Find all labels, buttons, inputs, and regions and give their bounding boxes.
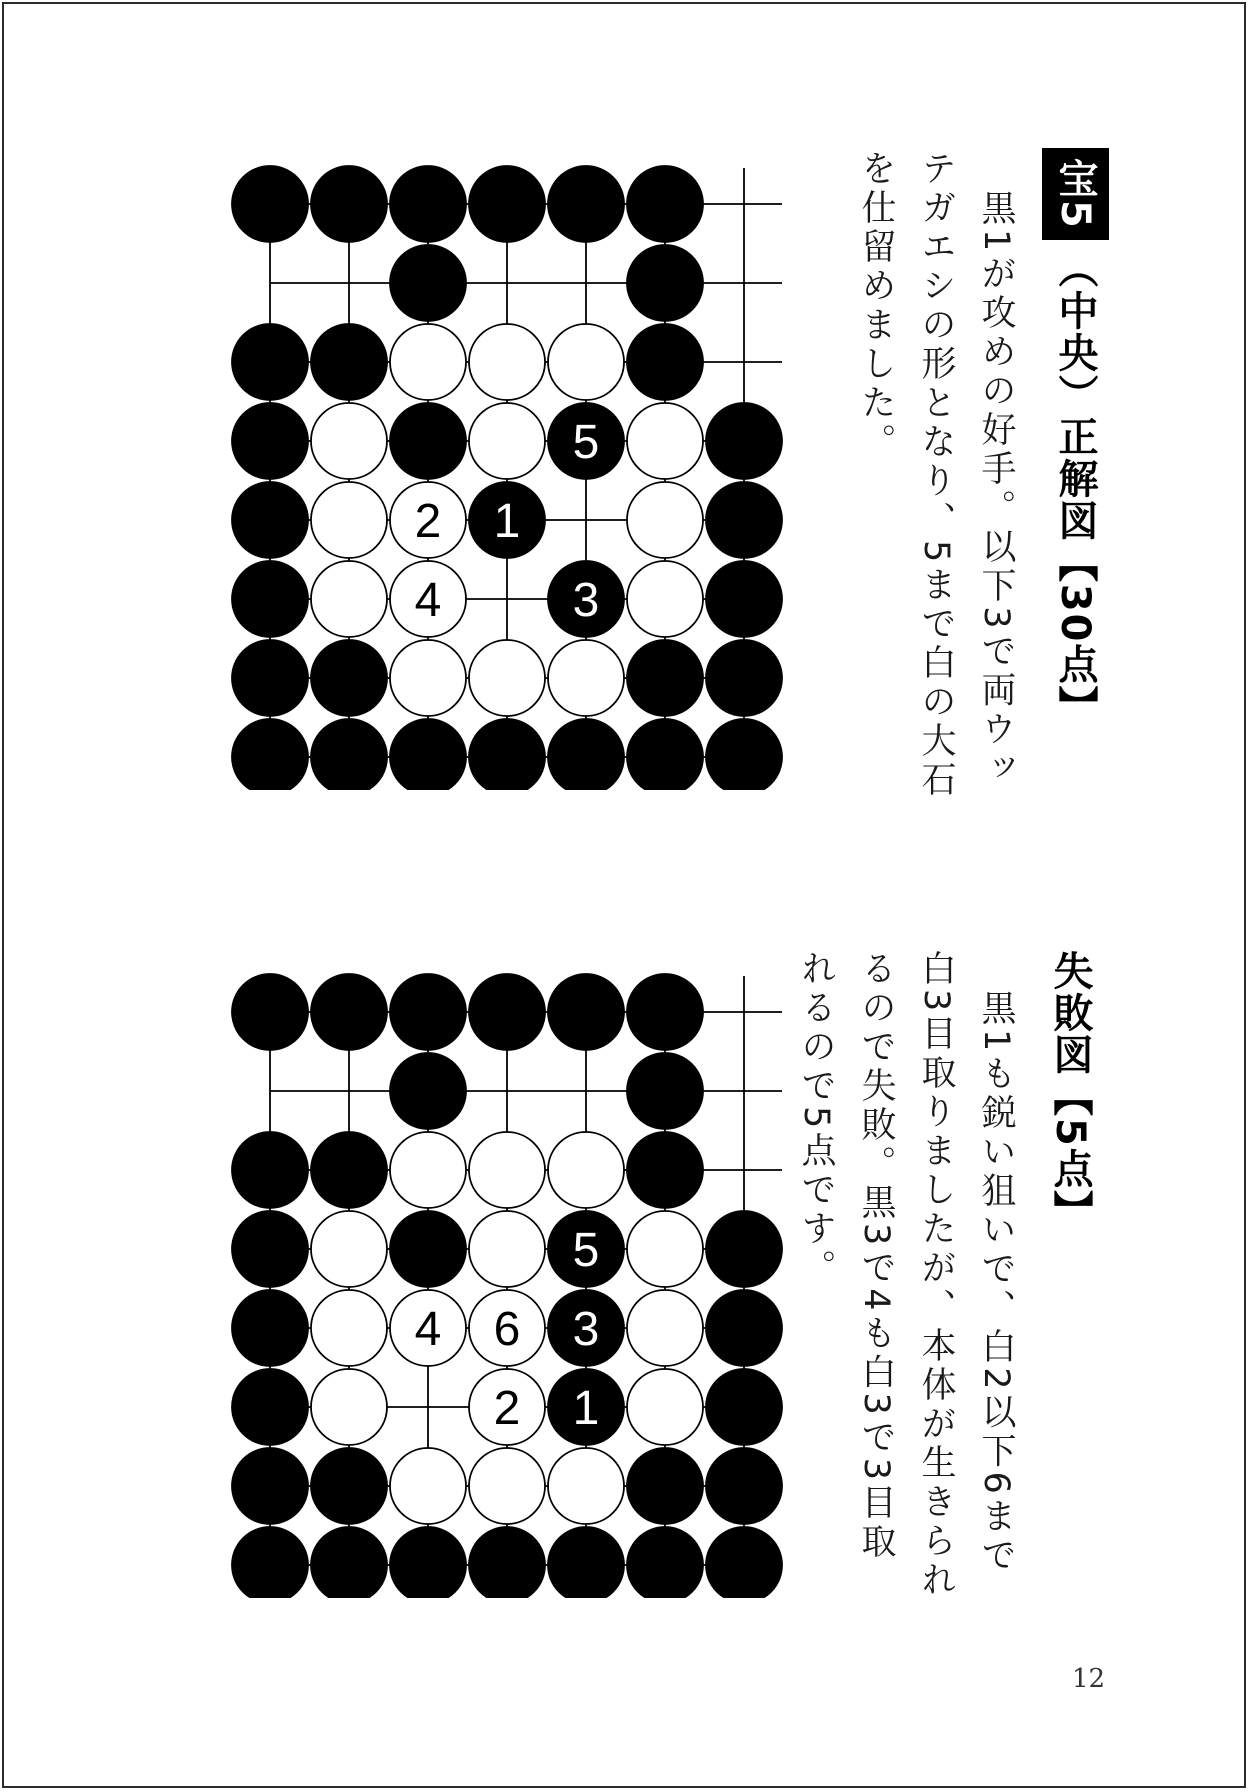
correct-black-stone bbox=[232, 719, 308, 790]
correct-black-stone bbox=[232, 640, 308, 716]
failure-black-stone bbox=[627, 1448, 703, 1524]
correct-white-stone bbox=[627, 403, 703, 479]
correct-black-stone bbox=[469, 719, 545, 790]
correct-black-stone bbox=[627, 324, 703, 400]
correct-line-2: テガエシの形となり、5まで白の大石 bbox=[916, 150, 956, 801]
failure-black-stone bbox=[706, 1290, 782, 1366]
correct-white-stone bbox=[311, 561, 387, 637]
failure-white-stone bbox=[469, 1211, 545, 1287]
correct-black-stone bbox=[469, 166, 545, 242]
failure-black-stone bbox=[232, 1211, 308, 1287]
correct-black-stone bbox=[232, 403, 308, 479]
failure-white-stone bbox=[548, 1132, 624, 1208]
correct-black-stone bbox=[548, 719, 624, 790]
correct-black-stone bbox=[311, 166, 387, 242]
failure-white-stone bbox=[627, 1369, 703, 1445]
failure-black-stone bbox=[311, 1527, 387, 1598]
failure-move-number: 1 bbox=[572, 1382, 600, 1435]
correct-black-stone bbox=[706, 640, 782, 716]
correct-heading: （中央）正解図【30点】 bbox=[1052, 247, 1098, 728]
go-board-failure bbox=[230, 958, 790, 1598]
correct-black-stone bbox=[706, 561, 782, 637]
failure-move-number: 2 bbox=[493, 1382, 521, 1435]
failure-black-stone bbox=[390, 974, 466, 1050]
failure-black-stone bbox=[232, 1527, 308, 1598]
failure-line-4: れるので5点です。 bbox=[796, 950, 836, 1289]
failure-black-stone bbox=[232, 1369, 308, 1445]
failure-move-number: 5 bbox=[572, 1224, 600, 1277]
correct-black-stone bbox=[311, 719, 387, 790]
failure-black-stone bbox=[706, 1211, 782, 1287]
failure-black-stone bbox=[311, 974, 387, 1050]
correct-white-stone bbox=[627, 561, 703, 637]
correct-white-stone bbox=[627, 482, 703, 558]
failure-black-stone bbox=[232, 1132, 308, 1208]
correct-black-stone bbox=[548, 166, 624, 242]
correct-line-1: 黒1が攻めの好手。以下3で両ウッ bbox=[976, 190, 1016, 789]
failure-white-stone bbox=[627, 1290, 703, 1366]
failure-black-stone bbox=[311, 1132, 387, 1208]
go-board-correct-svg bbox=[230, 150, 790, 790]
failure-black-stone bbox=[232, 1448, 308, 1524]
failure-black-stone bbox=[311, 1448, 387, 1524]
correct-black-stone bbox=[706, 482, 782, 558]
correct-white-stone bbox=[311, 482, 387, 558]
correct-black-stone bbox=[390, 719, 466, 790]
failure-black-stone bbox=[469, 974, 545, 1050]
failure-move-number: 3 bbox=[572, 1303, 600, 1356]
failure-black-stone bbox=[469, 1527, 545, 1598]
failure-black-stone bbox=[390, 1527, 466, 1598]
correct-move-number: 2 bbox=[414, 495, 442, 548]
failure-white-stone bbox=[390, 1448, 466, 1524]
correct-black-stone bbox=[232, 324, 308, 400]
failure-white-stone bbox=[469, 1448, 545, 1524]
correct-black-stone bbox=[627, 245, 703, 321]
correct-black-stone bbox=[390, 166, 466, 242]
failure-line-3: るので失敗。黒3で4も白3で3目取 bbox=[856, 950, 896, 1563]
correct-white-stone bbox=[469, 324, 545, 400]
correct-line-3: を仕留めました。 bbox=[856, 150, 896, 462]
correct-black-stone bbox=[627, 166, 703, 242]
correct-white-stone bbox=[390, 324, 466, 400]
failure-black-stone bbox=[627, 1132, 703, 1208]
correct-black-stone bbox=[706, 403, 782, 479]
failure-line-1: 黒1も鋭い狙いで、白2以下6まで bbox=[976, 990, 1016, 1576]
failure-black-stone bbox=[627, 1527, 703, 1598]
go-board-correct bbox=[230, 150, 790, 790]
correct-black-stone bbox=[232, 166, 308, 242]
failure-white-stone bbox=[311, 1211, 387, 1287]
failure-black-stone bbox=[627, 974, 703, 1050]
failure-black-stone bbox=[232, 1290, 308, 1366]
failure-black-stone bbox=[706, 1448, 782, 1524]
correct-white-stone bbox=[469, 640, 545, 716]
correct-black-stone bbox=[390, 245, 466, 321]
failure-white-stone bbox=[627, 1211, 703, 1287]
correct-black-stone bbox=[311, 324, 387, 400]
failure-black-stone bbox=[706, 1527, 782, 1598]
correct-white-stone bbox=[548, 324, 624, 400]
problem-tag: 宝5 bbox=[1042, 148, 1109, 240]
correct-black-stone bbox=[390, 403, 466, 479]
failure-white-stone bbox=[390, 1132, 466, 1208]
correct-heading-column bbox=[1042, 148, 1109, 728]
failure-heading: 失敗図【5点】 bbox=[1047, 950, 1093, 1232]
correct-white-stone bbox=[469, 403, 545, 479]
failure-black-stone bbox=[548, 1527, 624, 1598]
failure-black-stone bbox=[706, 1369, 782, 1445]
correct-black-stone bbox=[232, 561, 308, 637]
go-board-failure-svg bbox=[230, 958, 790, 1598]
failure-move-number: 6 bbox=[493, 1303, 521, 1356]
correct-black-stone bbox=[311, 640, 387, 716]
failure-black-stone bbox=[232, 974, 308, 1050]
failure-white-stone bbox=[311, 1290, 387, 1366]
failure-black-stone bbox=[390, 1211, 466, 1287]
correct-move-number: 1 bbox=[493, 495, 521, 548]
failure-black-stone bbox=[548, 974, 624, 1050]
page-number: 12 bbox=[1072, 1664, 1106, 1694]
failure-black-stone bbox=[627, 1053, 703, 1129]
failure-white-stone bbox=[469, 1132, 545, 1208]
failure-white-stone bbox=[311, 1369, 387, 1445]
correct-white-stone bbox=[390, 640, 466, 716]
failure-line-2: 白3目取りましたが、本体が生きられ bbox=[916, 950, 956, 1601]
correct-black-stone bbox=[627, 719, 703, 790]
correct-white-stone bbox=[311, 403, 387, 479]
correct-move-number: 5 bbox=[572, 416, 600, 469]
failure-black-stone bbox=[390, 1053, 466, 1129]
correct-move-number: 3 bbox=[572, 574, 600, 627]
failure-white-stone bbox=[548, 1448, 624, 1524]
failure-move-number: 4 bbox=[414, 1303, 442, 1356]
correct-black-stone bbox=[232, 482, 308, 558]
correct-black-stone bbox=[706, 719, 782, 790]
correct-move-number: 4 bbox=[414, 574, 442, 627]
correct-white-stone bbox=[548, 640, 624, 716]
correct-black-stone bbox=[627, 640, 703, 716]
